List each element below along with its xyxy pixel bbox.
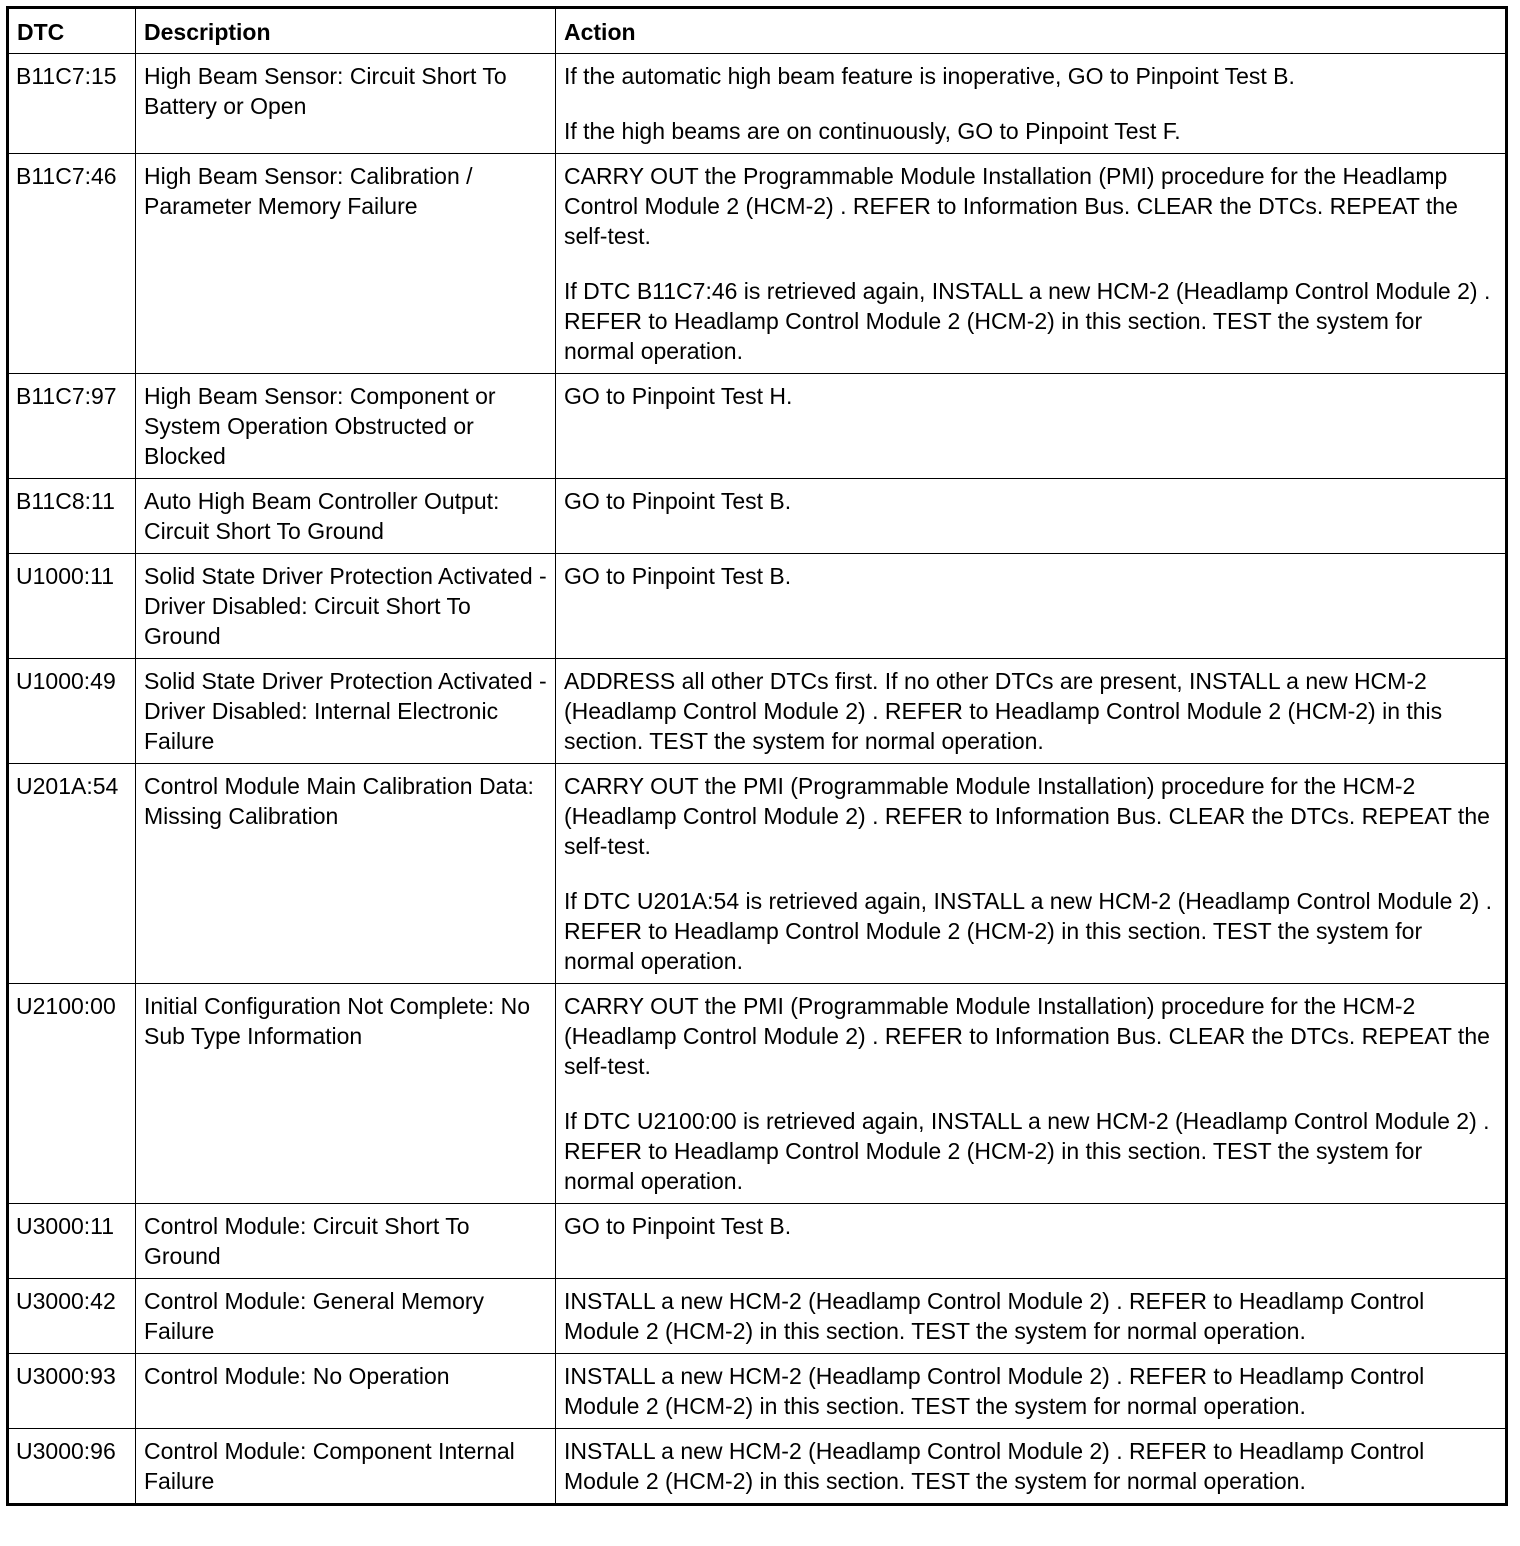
- dtc-table: [6, 6, 1508, 1506]
- dtc-action: [556, 1204, 1507, 1279]
- dtc-action: [556, 479, 1507, 554]
- table-row: [8, 1354, 1507, 1429]
- dtc-description: Control Module: Circuit Short To Ground: [136, 1204, 556, 1279]
- action-paragraph: GO to Pinpoint Test B.: [564, 488, 792, 514]
- dtc-code: U1000:11: [8, 554, 136, 659]
- table-row: [8, 479, 1507, 554]
- action-paragraph: INSTALL a new HCM-2 (Headlamp Control Module 2) . REFER to Headlamp Control Module 2 (HCM-2) in this section. TEST the system for normal operation.: [564, 1363, 1425, 1419]
- header-row: [8, 8, 1507, 54]
- dtc-description: Solid State Driver Protection Activated - Driver Disabled: Internal Electronic Failure: [136, 659, 556, 764]
- header-dtc: DTC: [8, 8, 136, 54]
- dtc-description: Initial Configuration Not Complete: No Sub Type Information: [136, 984, 556, 1204]
- action-paragraph: If the automatic high beam feature is inoperative, GO to Pinpoint Test B.: [564, 63, 1295, 89]
- dtc-action: [556, 984, 1507, 1204]
- dtc-code: B11C7:15: [8, 54, 136, 154]
- dtc-description: Solid State Driver Protection Activated - Driver Disabled: Circuit Short To Ground: [136, 554, 556, 659]
- dtc-action: [556, 154, 1507, 374]
- action-paragraph: CARRY OUT the PMI (Programmable Module Installation) procedure for the HCM-2 (Headlamp Control Module 2) . REFER to Information Bus. CLEAR the DTCs. REPEAT the self-test.: [564, 993, 1490, 1079]
- dtc-action: [556, 1354, 1507, 1429]
- header-action: Action: [556, 8, 1507, 54]
- dtc-description: Control Module: General Memory Failure: [136, 1279, 556, 1354]
- table-row: [8, 1429, 1507, 1505]
- table-row: [8, 659, 1507, 764]
- action-paragraph: If DTC B11C7:46 is retrieved again, INSTALL a new HCM-2 (Headlamp Control Module 2) . REFER to Headlamp Control Module 2 (HCM-2) in this section. TEST the system for normal operation.: [564, 278, 1491, 364]
- dtc-action: [556, 1279, 1507, 1354]
- dtc-description: Control Module: No Operation: [136, 1354, 556, 1429]
- dtc-description: High Beam Sensor: Calibration / Parameter Memory Failure: [136, 154, 556, 374]
- table-row: [8, 554, 1507, 659]
- dtc-description: High Beam Sensor: Component or System Operation Obstructed or Blocked: [136, 374, 556, 479]
- table-row: [8, 154, 1507, 374]
- dtc-code: U3000:96: [8, 1429, 136, 1505]
- action-paragraph: GO to Pinpoint Test B.: [564, 563, 792, 589]
- action-paragraph: ADDRESS all other DTCs first. If no other DTCs are present, INSTALL a new HCM-2 (Headlamp Control Module 2) . REFER to Headlamp Control Module 2 (HCM-2) in this section. TEST the system for normal operation.: [564, 668, 1443, 754]
- dtc-code: B11C7:46: [8, 154, 136, 374]
- action-paragraph: CARRY OUT the PMI (Programmable Module Installation) procedure for the HCM-2 (Headlamp Control Module 2) . REFER to Information Bus. CLEAR the DTCs. REPEAT the self-test.: [564, 773, 1490, 859]
- action-paragraph: GO to Pinpoint Test H.: [564, 383, 793, 409]
- dtc-code: U3000:11: [8, 1204, 136, 1279]
- table-row: [8, 54, 1507, 154]
- table-row: [8, 1279, 1507, 1354]
- dtc-code: U201A:54: [8, 764, 136, 984]
- action-paragraph: CARRY OUT the Programmable Module Installation (PMI) procedure for the Headlamp Control Module 2 (HCM-2) . REFER to Information Bus. CLEAR the DTCs. REPEAT the self-test.: [564, 163, 1458, 249]
- dtc-code: B11C7:97: [8, 374, 136, 479]
- header-description: Description: [136, 8, 556, 54]
- dtc-code: U2100:00: [8, 984, 136, 1204]
- action-paragraph: If DTC U2100:00 is retrieved again, INSTALL a new HCM-2 (Headlamp Control Module 2) . REFER to Headlamp Control Module 2 (HCM-2) in this section. TEST the system for normal operation.: [564, 1108, 1490, 1194]
- action-paragraph: INSTALL a new HCM-2 (Headlamp Control Module 2) . REFER to Headlamp Control Module 2 (HCM-2) in this section. TEST the system for normal operation.: [564, 1438, 1425, 1494]
- table-row: [8, 764, 1507, 984]
- dtc-description: Auto High Beam Controller Output: Circuit Short To Ground: [136, 479, 556, 554]
- table-row: [8, 1204, 1507, 1279]
- dtc-action: [556, 54, 1507, 154]
- dtc-description: Control Module: Component Internal Failure: [136, 1429, 556, 1505]
- action-paragraph: If the high beams are on continuously, GO to Pinpoint Test F.: [564, 118, 1181, 144]
- dtc-description: Control Module Main Calibration Data: Missing Calibration: [136, 764, 556, 984]
- dtc-action: [556, 374, 1507, 479]
- dtc-code: U3000:93: [8, 1354, 136, 1429]
- table-header: [8, 8, 1507, 54]
- action-paragraph: INSTALL a new HCM-2 (Headlamp Control Module 2) . REFER to Headlamp Control Module 2 (HCM-2) in this section. TEST the system for normal operation.: [564, 1288, 1425, 1344]
- dtc-code: B11C8:11: [8, 479, 136, 554]
- table-row: [8, 984, 1507, 1204]
- action-paragraph: If DTC U201A:54 is retrieved again, INSTALL a new HCM-2 (Headlamp Control Module 2) . REFER to Headlamp Control Module 2 (HCM-2) in this section. TEST the system for normal operation.: [564, 888, 1493, 974]
- dtc-action: [556, 1429, 1507, 1505]
- dtc-code: U1000:49: [8, 659, 136, 764]
- dtc-code: U3000:42: [8, 1279, 136, 1354]
- table-body: [8, 54, 1507, 1505]
- dtc-action: [556, 764, 1507, 984]
- action-paragraph: GO to Pinpoint Test B.: [564, 1213, 792, 1239]
- dtc-description: High Beam Sensor: Circuit Short To Battery or Open: [136, 54, 556, 154]
- table-row: [8, 374, 1507, 479]
- dtc-action: [556, 659, 1507, 764]
- dtc-action: [556, 554, 1507, 659]
